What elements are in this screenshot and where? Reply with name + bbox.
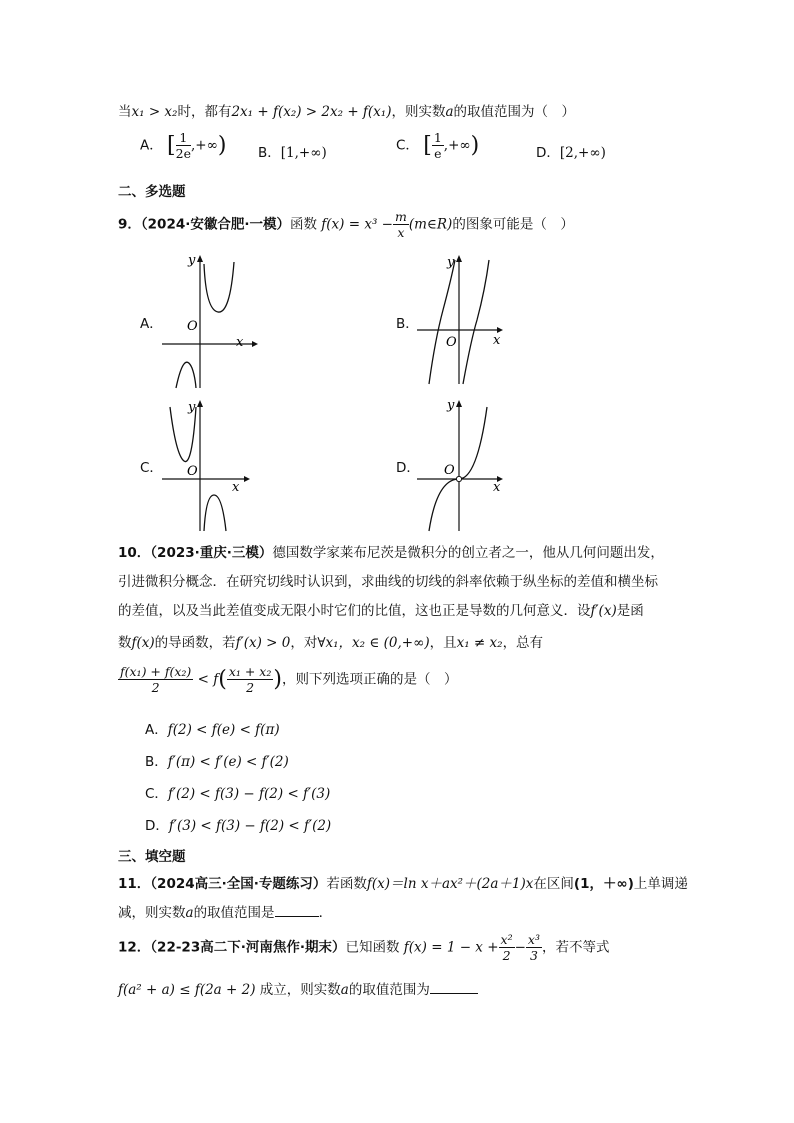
q10-option-c: C．f′(2) < f(3) − f(2) < f′(3) xyxy=(145,786,331,802)
q9-graph-b xyxy=(415,250,515,390)
q10-line-4: 数f(x)的导函数，若f′(x) > 0，对∀x₁，x₂ ∈ (0,+∞)，且x₁ ≠ x₂，总有 xyxy=(118,635,544,651)
q11-line-1: 11．（2024高三·全国·专题练习）若函数f(x)＝ln x＋ax²＋(2a＋1)x在区间(1，＋∞)上单调递 xyxy=(118,876,688,892)
q8-option-c: C． [ $\frac{1}{e}$ ,+∞) xyxy=(396,130,480,161)
q12-line-1: 12．（22-23高二下·河南焦作·期末）已知函数 f(x) = 1 − x + $\frac{\text{x²}}{2}$ − $\frac{\text{x³}}{3}$ ，若不等式 xyxy=(118,932,610,963)
q10-option-b: B．f′(π) < f′(e) < f′(2) xyxy=(145,754,289,770)
x-axis-label: x xyxy=(493,480,501,495)
q8-stem-c: ，则实数 xyxy=(391,104,446,120)
q9-graph-d-label: D． xyxy=(396,460,420,476)
q9-stem xyxy=(118,209,574,240)
section-heading-fill-blank: 三、填空题 xyxy=(118,849,186,865)
q8-option-d xyxy=(536,141,606,161)
option-label: A． xyxy=(140,137,163,154)
q8-stem-a: 当 xyxy=(118,104,132,120)
q8-condition: x₁ > x₂ xyxy=(131,104,178,120)
origin-label: O xyxy=(187,464,198,479)
q9-fraction: $\frac{m}{x}$ xyxy=(394,209,407,240)
y-axis-label: y xyxy=(447,398,455,413)
q12-source: （22-23高二下·河南焦作·期末） xyxy=(150,939,346,956)
q10-option-d: D．f′(3) < f(3) − f(2) < f′(2) xyxy=(145,818,332,834)
option-text: [1,+∞) xyxy=(280,145,327,161)
q9-graph-b-label: B． xyxy=(396,316,419,332)
q9-source: （2024·安徽合肥·一模） xyxy=(140,216,290,233)
q8-stem xyxy=(118,100,575,120)
q8-inequality: 2x₁ + f(x₂) > 2x₂ + f(x₁) xyxy=(231,104,392,120)
q9-number: 9． xyxy=(118,216,141,233)
q10-derivative: f′(x) xyxy=(590,603,617,619)
q8-option-a: A． [ $\frac{1}{2e}$ ,+∞) xyxy=(140,130,227,161)
q12-answer-blank[interactable] xyxy=(430,979,478,994)
origin-label: O xyxy=(187,319,198,334)
q11-answer-blank[interactable] xyxy=(275,902,319,917)
q9-stem-a: 函数 xyxy=(290,216,317,233)
q10-rhs-fraction: $\frac{\text{x₁ + x₂}}{2}$ xyxy=(228,664,272,695)
q10-lhs-fraction: $\frac{\text{f(x₁) + f(x₂)}}{2}$ xyxy=(120,664,192,695)
q10-line-5: $\frac{\text{f(x₁) + f(x₂)}}{2}$ < f( $\frac{\text{x₁ + x₂}}{2}$ )，则下列选项正确的是（ ） xyxy=(120,664,458,695)
option-fraction: $\frac{1}{e}$ xyxy=(433,130,442,161)
q10-source: （2023·重庆·三模） xyxy=(150,545,273,561)
q11-interval: (1，＋∞) xyxy=(573,876,634,892)
q12-function: f(x) = 1 − x + xyxy=(403,939,499,956)
q9-graph-c xyxy=(160,395,260,535)
q10-line-2: 引进微积分概念．在研究切线时认识到，求曲线的切线的斜率依赖于纵坐标的差值和横坐标 xyxy=(118,574,658,590)
q10-line-3: 的差值，以及当此差值变成无限小时它们的比值，这也正是导数的几何意义．设f′(x)是函 xyxy=(118,603,644,619)
section-heading-multi-choice: 二、多选题 xyxy=(118,184,186,200)
q10-condition: f′(x) > 0 xyxy=(235,635,291,651)
q12-inequality: f(a² + a) ≤ f(2a + 2) xyxy=(118,982,256,998)
q12-line-2: f(a² + a) ≤ f(2a + 2) 成立，则实数a的取值范围为 xyxy=(118,978,478,998)
q11-function: f(x)＝ln x＋ax²＋(2a＋1)x xyxy=(366,876,534,892)
option-label: B． xyxy=(258,145,281,161)
x-axis-label: x xyxy=(232,480,240,495)
q9-graph-a-label: A． xyxy=(140,316,163,332)
option-label: C． xyxy=(396,137,419,154)
q10-forall: ∀x₁，x₂ ∈ (0,+∞) xyxy=(317,635,430,651)
q8-var-a: a xyxy=(445,104,454,120)
q9-stem-b: 的图象可能是（ ） xyxy=(452,216,574,233)
q9-param: (m∈R) xyxy=(408,216,453,233)
option-fraction: $\frac{1}{2e}$ xyxy=(175,130,191,161)
q9-graph-d xyxy=(415,395,515,535)
q11-number: 11． xyxy=(118,876,151,892)
origin-label: O xyxy=(446,335,457,350)
q12-number: 12． xyxy=(118,939,151,956)
q11-source: （2024高三·全国·专题练习） xyxy=(150,876,327,892)
option-text: [2,+∞) xyxy=(559,145,606,161)
y-axis-label: y xyxy=(447,255,455,270)
q11-line-2: 减，则实数a的取值范围是 ． xyxy=(118,901,332,921)
q8-stem-d: 的取值范围为（ ） xyxy=(453,104,576,120)
y-axis-label: y xyxy=(188,400,196,415)
q9-graph-a xyxy=(160,250,260,390)
q8-option-b xyxy=(258,141,327,161)
q10-line-1: 10．（2023·重庆·三模）德国数学家莱布尼茨是微积分的创立者之一，他从几何问题出发， xyxy=(118,545,664,561)
q8-stem-b: 时，都有 xyxy=(177,104,232,120)
y-axis-label: y xyxy=(188,253,196,268)
q10-number: 10． xyxy=(118,545,151,561)
x-axis-label: x xyxy=(236,335,244,350)
x-axis-label: x xyxy=(493,333,501,348)
q10-option-a: A．f(2) < f(e) < f(π) xyxy=(145,722,280,738)
origin-label: O xyxy=(444,463,455,478)
option-label: D． xyxy=(536,145,560,161)
q9-function: f(x) = x³ − xyxy=(321,216,393,233)
q9-graph-c-label: C． xyxy=(140,460,163,476)
